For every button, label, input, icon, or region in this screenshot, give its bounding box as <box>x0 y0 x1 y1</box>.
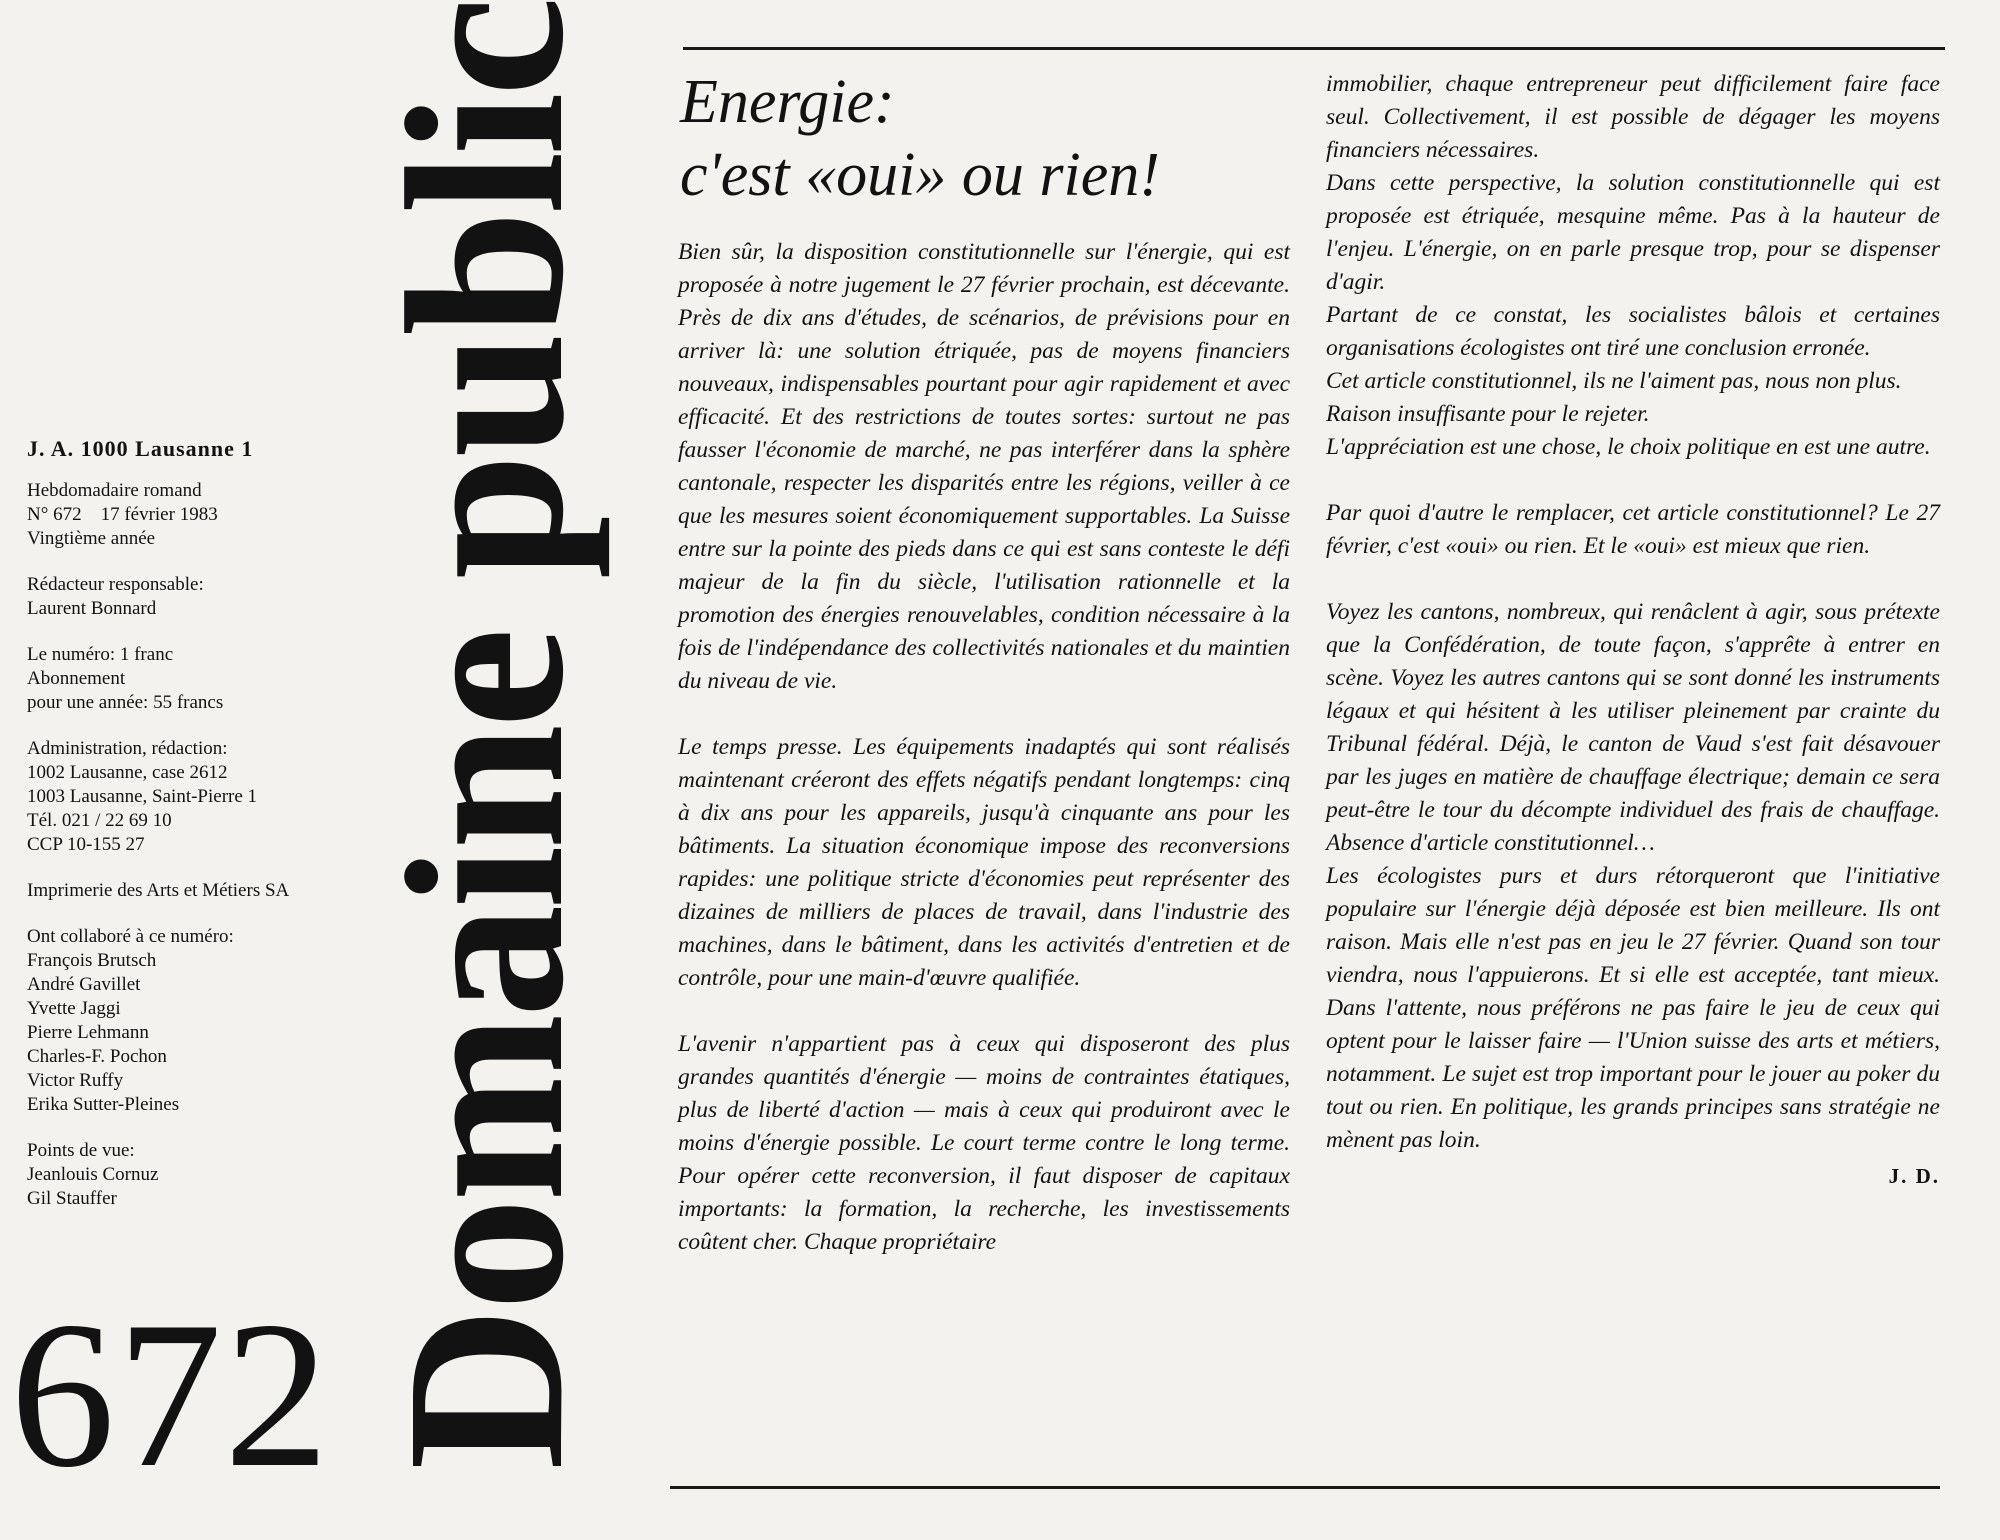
publication-year: Vingtième année <box>27 528 156 549</box>
viewpoint-author: Gil Stauffer <box>27 1188 117 1209</box>
contributor: André Gavillet <box>27 974 141 995</box>
viewpoint-author: Jeanlouis Cornuz <box>27 1164 159 1185</box>
article-paragraph: Raison insuffisante pour le rejeter. <box>1326 401 1650 427</box>
contributor: Charles-F. Pochon <box>27 1046 167 1067</box>
article-paragraph: L'appréciation est une chose, le choix politique en est une autre. <box>1326 434 1931 460</box>
article-paragraph: Dans cette perspective, la solution constitutionnelle qui est proposée est étriquée, mesquine même. Pas à la hauteur de l'enjeu. L'énergie, on en parle presque trop, pour se dispenser d'agir. <box>1326 170 1940 295</box>
publication-logo: Domaine public <box>360 0 610 1470</box>
article-paragraph: Par quoi d'autre le remplacer, cet article constitutionnel? Le 27 février, c'est «oui» ou rien. Et le «oui» est mieux que rien. <box>1326 500 1940 559</box>
article-paragraph: immobilier, chaque entrepreneur peut difficilement faire face seul. Collectivement, il est possible de dégager les moyens financiers nécessaires. <box>1326 71 1940 163</box>
article-paragraph: Voyez les cantons, nombreux, qui renâclent à agir, sous prétexte que la Confédération, de toute façon, s'apprête à entrer en scène. Voyez les autres cantons qui se sont donné les instruments légaux et qui hésitent à les utiliser pleinement par crainte du Tribunal fédéral. Déjà, le canton de Vaud s'est fait désavouer par les juges en matière de chauffage électrique; demain ce sera peut-être le tour du décompte individuel des frais de chauffage. Absence d'article constitutionnel… <box>1326 599 1940 856</box>
article-column-right <box>1326 68 1940 1193</box>
viewpoints-info <box>27 1139 397 1211</box>
article-paragraph: Cet article constitutionnel, ils ne l'aiment pas, nous non plus. <box>1326 368 1902 394</box>
administration-label: Administration, rédaction: <box>27 738 228 759</box>
headline-line-2: c'est «oui» ou rien! <box>680 141 1160 209</box>
contributor: Victor Ruffy <box>27 1070 124 1091</box>
editor-name: Laurent Bonnard <box>27 598 157 619</box>
address-line: J. A. 1000 Lausanne 1 <box>27 436 254 461</box>
top-rule <box>683 47 1945 50</box>
issue-number: 672 <box>10 1279 331 1511</box>
contributor: François Brutsch <box>27 950 157 971</box>
contributors-heading: Ont collaboré à ce numéro: <box>27 926 234 947</box>
phone: Tél. 021 / 22 69 10 <box>27 810 172 831</box>
editor-info <box>27 573 397 621</box>
article-headline <box>680 66 1160 212</box>
article-paragraph: Bien sûr, la disposition constitutionnelle sur l'énergie, qui est proposée à notre jugement le 27 février prochain, est décevante. Près de dix ans d'études, de scénarios, de prévisions pour en arriver là: une solution étriquée, pas de moyens financiers nouveaux, indispensables pourtant pour agir rapidement et avec efficacité. Et des restrictions de toutes sortes: surtout ne pas fausser l'économie de marché, ne pas interférer dans la sphère cantonale, respecter les disparités entre les régions, veiller à ce que les mesures soient économiquement supportables. La Suisse entre sur la pointe des pieds dans ce qui est sans conteste le défi majeur de la fin du siècle, l'utilisation rationnelle et la promotion des énergies renouvelables, condition nécessaire à la fois de l'indépendance des collectivités nationales et du maintien du niveau de vie. <box>678 239 1290 694</box>
headline-line-1: Energie: <box>680 68 895 136</box>
pricing-info <box>27 643 397 715</box>
author-signature: J. D. <box>1888 1164 1940 1188</box>
masthead-info <box>27 437 397 1233</box>
editor-label: Rédacteur responsable: <box>27 574 204 595</box>
contributors-info <box>27 925 397 1117</box>
street-address: 1003 Lausanne, Saint-Pierre 1 <box>27 786 258 807</box>
subscription-label: Abonnement <box>27 668 126 689</box>
subscription-price: pour une année: 55 francs <box>27 692 224 713</box>
postal-account: CCP 10-155 27 <box>27 834 145 855</box>
article-paragraph: L'avenir n'appartient pas à ceux qui disposeront des plus grandes quantités d'énergie — moins de contraintes étatiques, plus de liberté d'action — mais à ceux qui produiront avec le moins d'énergie possible. Le court terme contre le long terme. Pour opérer cette reconversion, il faut disposer de capitaux importants: la formation, la recherche, les investissements coûtent cher. Chaque propriétaire <box>678 1031 1290 1255</box>
article-paragraph: Le temps presse. Les équipements inadaptés qui sont réalisés maintenant créeront des effets négatifs pendant longtemps: cinq à dix ans pour les appareils, jusqu'à cinquante ans pour les bâtiments. La situation économique impose des reconversions rapides: une politique stricte d'économies peut représenter des dizaines de milliers de places de travail, dans l'industrie des machines, dans le bâtiment, dans les activités d'entretien et de contrôle, pour une main-d'œuvre qualifiée. <box>678 734 1290 991</box>
article-paragraph: Partant de ce constat, les socialistes bâlois et certaines organisations écologistes ont tiré une conclusion erronée. <box>1326 302 1940 361</box>
contributor: Erika Sutter-Pleines <box>27 1094 180 1115</box>
administration-info <box>27 737 397 857</box>
publication-type: Hebdomadaire romand <box>27 480 202 501</box>
contributor: Pierre Lehmann <box>27 1022 149 1043</box>
article-column-left <box>678 236 1290 1259</box>
bottom-rule <box>670 1486 1940 1489</box>
contributor: Yvette Jaggi <box>27 998 121 1019</box>
issue-date: N° 672 17 février 1983 <box>27 504 218 525</box>
publication-info <box>27 479 397 551</box>
viewpoints-heading: Points de vue: <box>27 1140 135 1161</box>
issue-price: Le numéro: 1 franc <box>27 644 174 665</box>
printer-info: Imprimerie des Arts et Métiers SA <box>27 880 290 901</box>
postal-box: 1002 Lausanne, case 2612 <box>27 762 228 783</box>
article-paragraph: Les écologistes purs et durs rétorqueront que l'initiative populaire sur l'énergie déjà déposée est bien meilleure. Ils ont raison. Mais elle n'est pas en jeu le 27 février. Quand son tour viendra, nous l'appuierons. Et si elle est acceptée, tant mieux. Dans l'attente, nous préférons ne pas faire le jeu de ceux qui optent pour le laisser faire — l'Union suisse des arts et métiers, notamment. Le sujet est trop important pour le jouer au poker du tout ou rien. En politique, les grands principes sans stratégie ne mènent pas loin. <box>1326 863 1940 1153</box>
